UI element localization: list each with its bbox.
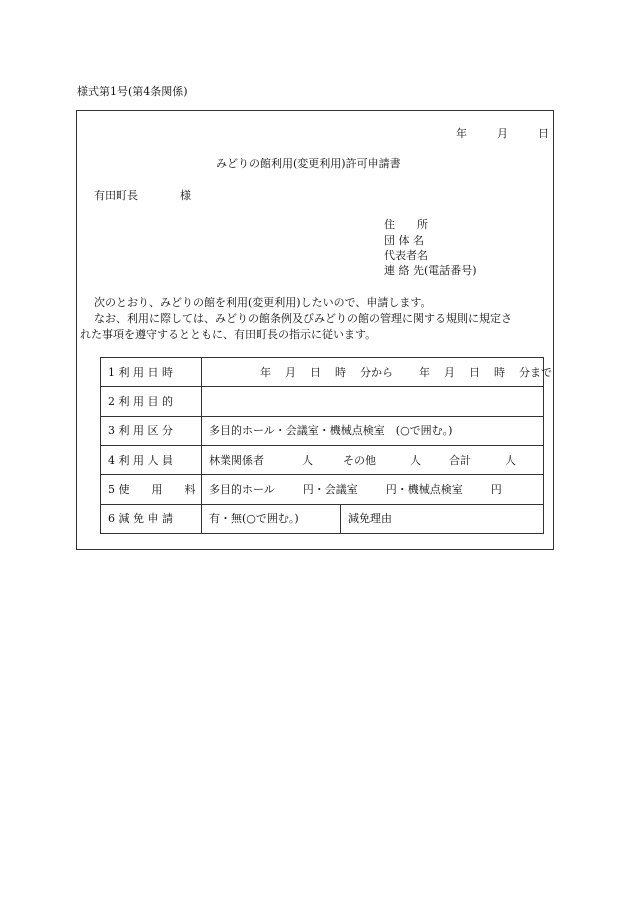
usage-fee-value bbox=[202, 475, 544, 504]
usage-until-day: 日 bbox=[469, 365, 480, 379]
date-month-label: 月 bbox=[497, 127, 508, 140]
usage-from-day: 日 bbox=[310, 365, 321, 379]
date-line bbox=[456, 128, 549, 139]
table-row-fee-reduction bbox=[101, 504, 544, 533]
fee-reduction-reason-label: 減免理由 bbox=[348, 512, 392, 526]
table-row-usage-datetime bbox=[101, 358, 544, 387]
fee-reduction-subtable bbox=[202, 505, 543, 533]
application-details-table bbox=[100, 357, 552, 534]
statement-line-2: なお、利用に際しては、みどりの館条例及びみどりの館の管理に関する規則に規定さ bbox=[94, 312, 512, 325]
fee-hall-label: 多目的ホール bbox=[209, 482, 275, 496]
document-title: みどりの館利用(変更利用)許可申請書 bbox=[216, 157, 401, 170]
applicant-contact-label: 連 絡 先(電話番号) bbox=[384, 264, 477, 277]
fee-meeting-room-label: 円・会議室 bbox=[302, 482, 358, 496]
table-row-usage-category bbox=[101, 416, 544, 445]
usage-until-minute: 分まで bbox=[519, 365, 552, 379]
table-row-usage-attendees bbox=[101, 445, 544, 474]
fee-yen-unit: 円 bbox=[490, 482, 502, 496]
total-label: 合計 bbox=[449, 453, 471, 467]
usage-from-minute: 分から bbox=[360, 365, 393, 379]
addressee-name: 有田町長 bbox=[94, 189, 138, 202]
usage-category-label: 3 利 用 区 分 bbox=[101, 416, 202, 445]
addressee bbox=[94, 190, 191, 201]
usage-purpose-label: 2 利 用 目 的 bbox=[101, 387, 202, 416]
forestry-label: 林業関係者 bbox=[209, 453, 264, 467]
usage-from-hour: 時 bbox=[335, 365, 346, 379]
usage-datetime-label: 1 利 用 日 時 bbox=[101, 358, 202, 387]
fee-reduction-value bbox=[202, 504, 544, 533]
usage-until-month: 月 bbox=[444, 365, 455, 379]
fee-reduction-choice: 有・無(○で囲む。) bbox=[202, 505, 341, 533]
usage-from-month: 月 bbox=[285, 365, 296, 379]
forestry-unit: 人 bbox=[302, 453, 313, 467]
usage-category-value: 多目的ホール・会議室・機械点検室 (○で囲む。) bbox=[202, 416, 544, 445]
usage-until-hour: 時 bbox=[494, 365, 505, 379]
statement-line-1: 次のとおり、みどりの館を利用(変更利用)したいので、申請します。 bbox=[94, 296, 432, 309]
other-unit: 人 bbox=[410, 453, 421, 467]
statement-line-3: れた事項を遵守するとともに、有田町長の指示に従います。 bbox=[80, 328, 377, 341]
total-unit: 人 bbox=[505, 453, 516, 467]
form-number: 様式第1号(第4条関係) bbox=[77, 85, 188, 98]
usage-fee-label: 5 使 用 料 bbox=[101, 475, 202, 504]
table-row-usage-purpose bbox=[101, 387, 544, 416]
application-statement bbox=[80, 295, 550, 343]
usage-datetime-value bbox=[202, 358, 552, 387]
applicant-representative-label: 代表者名 bbox=[384, 249, 428, 262]
fee-inspection-room-label: 円・機械点検室 bbox=[385, 482, 463, 496]
other-label: その他 bbox=[343, 453, 376, 467]
usage-attendees-label: 4 利 用 人 員 bbox=[101, 445, 202, 474]
applicant-address-label: 住 所 bbox=[384, 218, 428, 231]
addressee-honorific: 様 bbox=[180, 189, 191, 202]
table-row-usage-fee bbox=[101, 475, 544, 504]
date-year-label: 年 bbox=[456, 127, 467, 140]
date-day-label: 日 bbox=[538, 127, 549, 140]
usage-attendees-value bbox=[202, 445, 544, 474]
usage-purpose-value bbox=[202, 387, 544, 416]
applicant-organization-label: 団 体 名 bbox=[384, 234, 424, 247]
usage-until-year: 年 bbox=[419, 365, 430, 379]
fee-reduction-label: 6 減 免 申 請 bbox=[101, 504, 202, 533]
usage-from-year: 年 bbox=[260, 365, 271, 379]
